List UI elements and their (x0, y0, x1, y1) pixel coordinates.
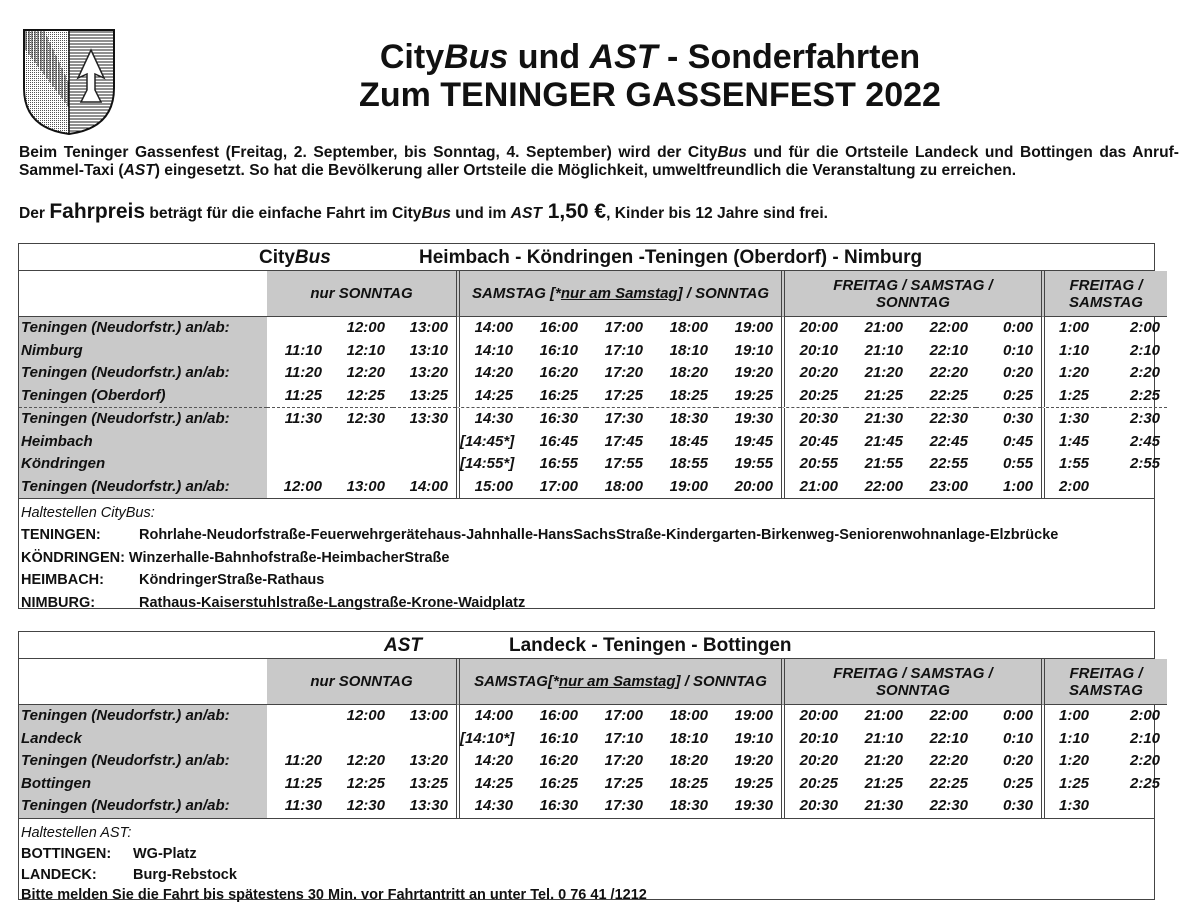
header-fri-sat-sun: FREITAG / SAMSTAG / SONNTAG (781, 659, 1041, 705)
time-cell: 19:25 (734, 774, 773, 792)
time-cell: 19:45 (734, 432, 773, 450)
time-cell: 17:00 (604, 319, 643, 336)
time-cell: 20:00 (781, 317, 846, 340)
time-cell: 14:00 (456, 705, 521, 728)
time-cell: 21:10 (864, 729, 903, 747)
time-cell: 22:30 (911, 407, 976, 431)
time-cell: 19:55 (734, 455, 773, 472)
time-cell (330, 728, 393, 751)
time-cell: 20:00 (781, 705, 846, 728)
time-cell: 20:10 (781, 340, 846, 363)
time-cell: 16:30 (521, 407, 586, 431)
time-cell: 2:10 (1130, 341, 1161, 359)
time-cell: 17:00 (539, 477, 578, 495)
time-cell: 20:30 (781, 407, 846, 431)
header-blank (19, 659, 267, 705)
time-cell: 0:00 (1002, 319, 1033, 336)
time-cell: 18:00 (604, 477, 643, 495)
time-cell: 17:45 (604, 432, 643, 450)
time-cell: 1:00 (1041, 317, 1104, 340)
time-cell: 19:10 (734, 341, 773, 359)
time-cell: 14:30 (456, 795, 521, 818)
stop-name: Teningen (Neudorfstr.) an/ab: (19, 362, 267, 385)
time-cell: 22:30 (929, 797, 968, 814)
title-line-2: Zum TENINGER GASSENFEST 2022 (359, 76, 941, 114)
time-cell: 16:10 (539, 341, 578, 359)
time-cell: 18:00 (669, 707, 708, 724)
time-cell: 18:20 (669, 364, 708, 381)
stop-name: Köndringen (19, 453, 267, 476)
stop-row: TENINGEN: Rohrlahe-Neudorfstraße-Feuerwehrgerätehaus-Jahnhalle-HansSachsStraße-Kindergarten-Birkenweg-Seniorenwohnanlage-Elzbrücke (21, 527, 1059, 543)
ast-timetable (18, 631, 1161, 903)
time-cell: 22:45 (929, 432, 968, 450)
time-cell: 18:10 (669, 341, 708, 359)
stop-name: Teningen (Neudorfstr.) an/ab: (19, 317, 267, 340)
time-cell: 21:20 (864, 752, 903, 769)
time-cell: 18:30 (651, 407, 716, 431)
time-cell: 17:00 (604, 707, 643, 724)
time-cell: 18:30 (669, 797, 708, 814)
time-cell: 21:55 (864, 455, 903, 472)
time-cell: 14:25 (456, 385, 521, 408)
table-caption (19, 632, 1154, 659)
time-cell: 19:25 (734, 386, 773, 404)
header-blank (19, 271, 267, 317)
time-cell: 20:55 (781, 453, 846, 476)
time-cell: 13:30 (393, 407, 456, 431)
service-label: CityBus (259, 247, 331, 268)
time-cell: 17:20 (604, 752, 643, 769)
time-cell: 18:55 (669, 455, 708, 472)
time-cell (267, 453, 330, 476)
time-cell: 13:10 (409, 341, 448, 359)
time-cell: 0:55 (1002, 455, 1033, 472)
time-cell: 19:10 (734, 729, 773, 747)
time-cell (330, 431, 393, 454)
time-cell (267, 431, 330, 454)
time-cell: 11:10 (284, 341, 322, 359)
time-cell: 0:30 (976, 407, 1041, 431)
time-cell: 1:55 (1041, 453, 1104, 476)
time-cell: 22:55 (929, 455, 968, 472)
time-cell: 2:25 (1130, 774, 1161, 792)
time-cell: 19:20 (734, 752, 773, 769)
time-cell: 19:00 (734, 319, 773, 336)
time-cell: 15:00 (456, 476, 521, 499)
time-cell: 14:10 (456, 340, 521, 363)
time-cell: 13:00 (409, 319, 448, 336)
stop-row: NIMBURG: Rathaus-Kaiserstuhlstraße-Langstraße-Krone-Waidplatz (21, 594, 526, 611)
time-cell (1104, 476, 1167, 499)
time-cell: 12:20 (346, 752, 385, 769)
time-cell: 13:00 (409, 707, 448, 724)
time-cell: 16:30 (539, 797, 578, 814)
time-cell: 23:00 (929, 477, 968, 495)
time-cell: 22:10 (929, 341, 968, 359)
time-cell: 2:10 (1130, 729, 1161, 747)
time-cell: 12:00 (283, 477, 322, 495)
time-cell: 13:25 (409, 774, 448, 792)
stops-title: Haltestellen AST: (21, 824, 132, 841)
time-cell: 12:00 (346, 707, 385, 724)
stop-row: HEIMBACH: KöndringerStraße-Rathaus (21, 572, 325, 588)
time-cell: 2:00 (1130, 707, 1161, 724)
time-cell (393, 431, 456, 454)
time-cell (393, 453, 456, 476)
time-cell: 2:00 (1130, 319, 1161, 336)
time-cell: 22:25 (929, 774, 968, 792)
time-cell: 14:30 (456, 407, 521, 431)
time-cell: 1:10 (1041, 728, 1104, 751)
title-line-1: CityBus und AST - Sonderfahrten (379, 38, 921, 76)
booking-note: Bitte melden Sie die Fahrt bis spätestens 30 Min. vor Fahrtantritt an unter Tel. 0 76 41 /1212 (21, 886, 647, 903)
header-saturday-sunday: SAMSTAG[*nur am Samstag] / SONNTAG (456, 659, 781, 705)
header-sunday: nur SONNTAG (267, 271, 456, 317)
time-cell: 21:45 (864, 432, 903, 450)
time-cell: 21:10 (864, 341, 903, 359)
time-cell: [14:55*] (456, 453, 521, 476)
citybus-timetable (18, 243, 1161, 611)
time-cell: 1:20 (1041, 362, 1104, 385)
stops-title: Haltestellen CityBus: (21, 505, 155, 521)
time-cell: 19:00 (669, 477, 708, 495)
time-cell: 14:25 (456, 773, 521, 796)
time-cell: 17:10 (604, 729, 643, 747)
time-cell: 12:00 (346, 319, 385, 336)
time-cell: 1:30 (1041, 407, 1104, 431)
time-cell: 18:10 (669, 729, 708, 747)
time-cell: 14:20 (456, 362, 521, 385)
ast-stops (19, 818, 1154, 907)
time-cell: 16:45 (539, 432, 578, 450)
table-caption (19, 244, 1154, 271)
time-cell: 17:10 (604, 341, 643, 359)
time-cell: 21:25 (864, 386, 903, 404)
time-cell: 21:00 (781, 476, 846, 499)
time-cell: 19:00 (734, 707, 773, 724)
time-cell: 18:25 (669, 386, 708, 404)
time-cell: 22:00 (929, 707, 968, 724)
header-sunday: nur SONNTAG (267, 659, 456, 705)
time-cell: 0:10 (1002, 729, 1033, 747)
time-cell: 22:20 (929, 752, 968, 769)
time-cell: 1:00 (1041, 705, 1104, 728)
time-cell: 0:45 (1002, 432, 1033, 450)
route-label: Heimbach - Köndringen -Teningen (Oberdorf) - Nimburg (419, 247, 923, 268)
time-cell: 18:00 (669, 319, 708, 336)
time-cell: 16:25 (539, 774, 578, 792)
time-cell: 22:20 (929, 364, 968, 381)
time-cell: 17:25 (604, 774, 643, 792)
time-cell: 0:25 (1002, 774, 1033, 792)
time-cell: 2:20 (1130, 752, 1161, 769)
time-cell: 2:20 (1130, 364, 1161, 381)
time-cell (267, 728, 330, 751)
coat-of-arms-logo (22, 28, 116, 136)
time-cell: 12:30 (346, 797, 385, 814)
time-cell: 21:00 (864, 707, 903, 724)
time-cell: 13:20 (409, 364, 448, 381)
stop-name: Bottingen (19, 773, 267, 796)
time-cell: 19:30 (734, 797, 773, 814)
stop-name: Teningen (Neudorfstr.) an/ab: (19, 795, 267, 818)
time-cell: 0:00 (1002, 707, 1033, 724)
time-cell: 12:25 (346, 774, 385, 792)
time-cell: 22:00 (929, 319, 968, 336)
time-cell: 17:25 (604, 386, 643, 404)
time-cell: 16:55 (539, 455, 578, 472)
stop-name: Heimbach (19, 431, 267, 454)
time-cell: 11:20 (284, 752, 322, 769)
time-cell: 20:10 (781, 728, 846, 751)
time-cell: 13:30 (409, 797, 448, 814)
stop-name: Teningen (Neudorfstr.) an/ab: (19, 476, 267, 499)
time-cell: 20:20 (781, 750, 846, 773)
time-cell: 14:20 (456, 750, 521, 773)
time-cell: 12:10 (346, 341, 385, 359)
time-cell: 1:00 (1002, 477, 1033, 495)
time-cell: 21:30 (846, 407, 911, 431)
time-cell: 20:45 (781, 431, 846, 454)
service-label: AST (384, 635, 422, 656)
time-cell: 20:30 (781, 795, 846, 818)
header-fri-sat: FREITAG / SAMSTAG (1041, 271, 1167, 317)
time-cell: 1:25 (1041, 385, 1104, 408)
time-cell: 16:25 (539, 386, 578, 404)
time-cell: 14:00 (456, 317, 521, 340)
time-cell: 16:00 (539, 319, 578, 336)
time-cell: 21:25 (864, 774, 903, 792)
time-cell: 11:20 (284, 364, 322, 381)
time-cell: 21:00 (864, 319, 903, 336)
time-cell: 11:25 (284, 386, 322, 404)
stop-name: Teningen (Oberdorf) (19, 385, 267, 408)
time-cell: 16:20 (539, 752, 578, 769)
time-cell: 17:30 (586, 407, 651, 431)
time-cell: 11:30 (284, 797, 322, 814)
time-cell (393, 728, 456, 751)
stop-row: LANDECK: Burg-Rebstock (21, 866, 237, 883)
time-cell: 17:55 (604, 455, 643, 472)
time-cell: 0:30 (1002, 797, 1033, 814)
time-cell: 22:00 (864, 477, 903, 495)
stop-name: Teningen (Neudorfstr.) an/ab: (19, 705, 267, 728)
time-cell: 22:25 (929, 386, 968, 404)
stop-name: Teningen (Neudorfstr.) an/ab: (19, 750, 267, 773)
time-cell: 2:25 (1130, 386, 1161, 404)
time-cell: 16:20 (539, 364, 578, 381)
stop-name: Landeck (19, 728, 267, 751)
intro-paragraph: Beim Teninger Gassenfest (Freitag, 2. September, bis Sonntag, 4. September) wird der CityBus und für die Ortsteile Landeck und Bottingen das Anruf-Sammel-Taxi (AST) eingesetzt. So hat die Bevölkerung aller Ortsteile die Möglichkeit, umweltfreundlich die Veranstaltung zu erreichen. (19, 144, 1179, 179)
stop-name: Teningen (Neudorfstr.) an/ab: (19, 407, 267, 431)
time-cell: 22:10 (929, 729, 968, 747)
time-cell: 17:20 (604, 364, 643, 381)
time-cell: 13:00 (346, 477, 385, 495)
time-cell: 16:00 (539, 707, 578, 724)
time-cell: 13:25 (409, 386, 448, 404)
time-cell: 12:20 (346, 364, 385, 381)
time-cell: 20:25 (781, 773, 846, 796)
time-cell: 20:20 (781, 362, 846, 385)
time-cell: 2:45 (1130, 432, 1161, 450)
time-cell: 19:30 (716, 407, 781, 431)
time-cell (267, 317, 330, 340)
time-cell: 17:30 (604, 797, 643, 814)
time-cell: 1:10 (1041, 340, 1104, 363)
time-cell: [14:10*] (456, 728, 521, 751)
time-cell: 0:20 (1002, 364, 1033, 381)
time-cell: 2:30 (1104, 407, 1167, 431)
time-cell: 18:20 (669, 752, 708, 769)
time-cell: 20:25 (781, 385, 846, 408)
time-cell: 20:00 (734, 477, 773, 495)
time-cell: 1:25 (1041, 773, 1104, 796)
time-cell: 13:20 (409, 752, 448, 769)
time-cell (267, 705, 330, 728)
time-cell: 2:00 (1041, 476, 1104, 499)
header-fri-sat-sun: FREITAG / SAMSTAG / SONNTAG (781, 271, 1041, 317)
time-cell: 0:25 (1002, 386, 1033, 404)
time-cell: 1:30 (1041, 795, 1104, 818)
time-cell: 0:20 (1002, 752, 1033, 769)
header-fri-sat: FREITAG / SAMSTAG (1041, 659, 1167, 705)
time-cell (1104, 795, 1167, 818)
citybus-stops (19, 498, 1154, 617)
time-cell: 16:10 (539, 729, 578, 747)
time-cell (330, 453, 393, 476)
time-cell: 21:20 (864, 364, 903, 381)
route-label: Landeck - Teningen - Bottingen (509, 635, 792, 656)
time-cell: 1:20 (1041, 750, 1104, 773)
time-cell: 21:30 (864, 797, 903, 814)
timetable-grid (19, 271, 1161, 498)
stop-row: BOTTINGEN: WG-Platz (21, 845, 197, 862)
time-cell: 12:25 (346, 386, 385, 404)
fare-info: Der Fahrpreis beträgt für die einfache Fahrt im CityBus und im AST 1,50 €, Kinder bis 12 Jahre sind frei. (19, 200, 828, 223)
time-cell: 0:10 (1002, 341, 1033, 359)
time-cell: 2:55 (1130, 455, 1161, 472)
time-cell: 18:25 (669, 774, 708, 792)
page-title (300, 38, 1000, 114)
time-cell: 19:20 (734, 364, 773, 381)
time-cell: 14:00 (409, 477, 448, 495)
header-saturday-sunday: SAMSTAG [*nur am Samstag] / SONNTAG (456, 271, 781, 317)
stop-name: Nimburg (19, 340, 267, 363)
time-cell: [14:45*] (456, 431, 521, 454)
timetable-grid (19, 659, 1161, 818)
time-cell: 1:45 (1041, 431, 1104, 454)
time-cell: 18:45 (669, 432, 708, 450)
time-cell: 11:30 (267, 407, 330, 431)
time-cell: 11:25 (284, 774, 322, 792)
time-cell: 12:30 (330, 407, 393, 431)
stop-row: KÖNDRINGEN: Winzerhalle-Bahnhofstraße-HeimbacherStraße (21, 549, 450, 566)
